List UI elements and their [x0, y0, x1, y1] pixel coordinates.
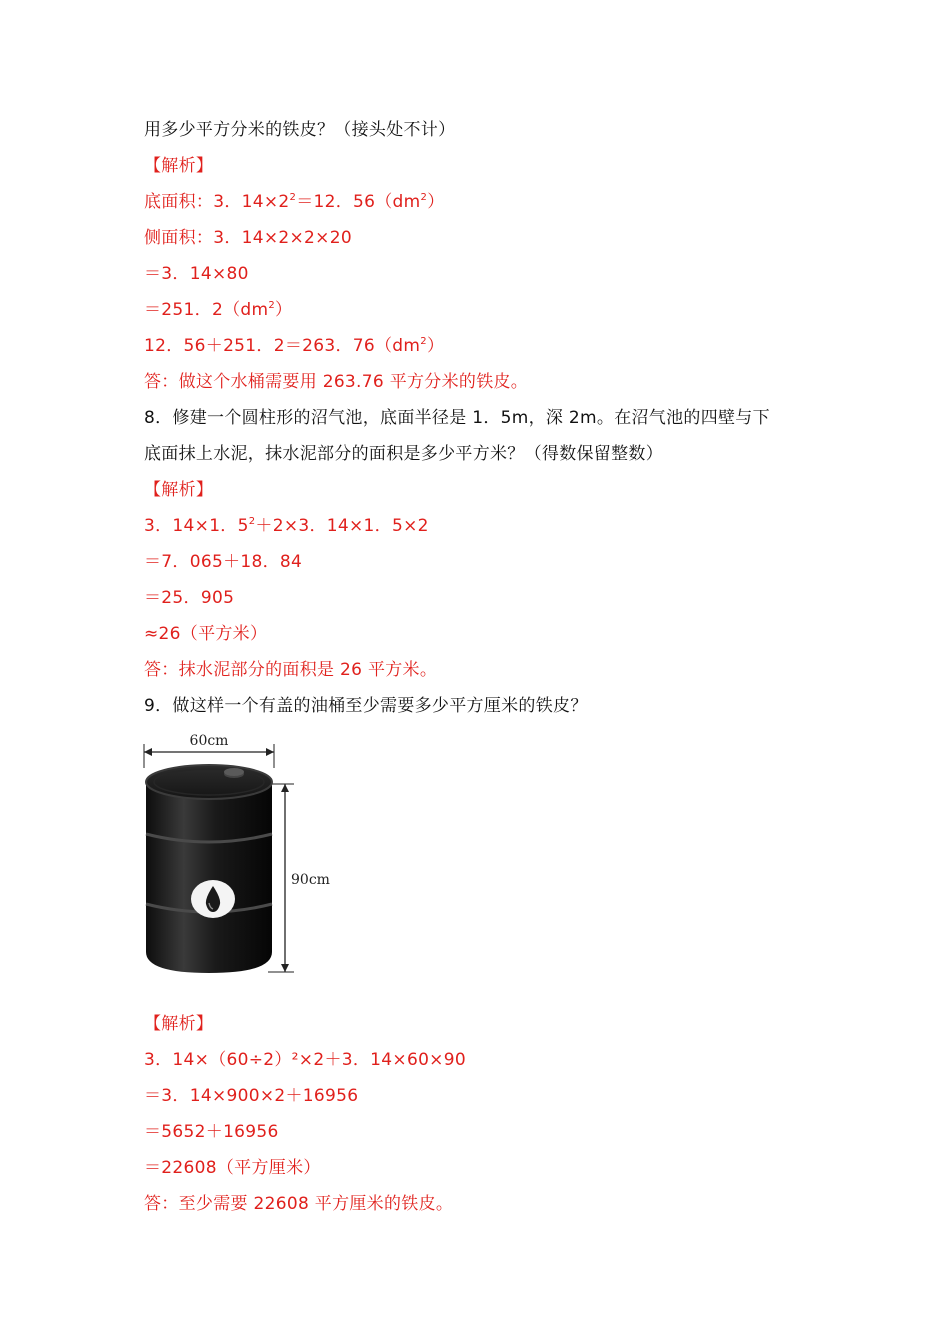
q7-step-4: ＝251．$2(dm^2)$ [144, 300, 293, 320]
q8-answer: 答：抹水泥部分的面积是 26 平方米。 [144, 660, 438, 680]
q7-analysis-header: 【解析】 [144, 156, 214, 176]
q8-step-4: ≈26（平方米） [144, 624, 268, 644]
q8-analysis-header: 【解析】 [144, 480, 214, 500]
width-label: 60cm [189, 733, 229, 749]
width-dimension [144, 733, 274, 768]
question-9-line-1: 9．做这样一个有盖的油桶至少需要多少平方厘米的铁皮？ [144, 696, 588, 716]
oil-barrel-figure [138, 726, 358, 988]
q9-answer: 答：至少需要 22608 平方厘米的铁皮。 [144, 1194, 454, 1214]
q9-step-2: ＝3．14×900×2＋16956 [144, 1086, 359, 1106]
question-8-line-2: 底面抹上水泥，抹水泥部分的面积是多少平方米？（得数保留整数） [144, 444, 663, 464]
barrel [146, 765, 272, 973]
q7-answer: 答：做这个水桶需要用 263.76 平方分米的铁皮。 [144, 372, 529, 392]
q9-step-1: 3．14×（60÷2）²×2＋3．14×60×90 [144, 1050, 466, 1070]
question-7-continuation: 用多少平方分米的铁皮？（接头处不计） [144, 120, 456, 140]
q8-step-3: ＝25．905 [144, 588, 235, 608]
question-8-line-1: 8．修建一个圆柱形的沼气池，底面半径是 1．5m，深 2m。在沼气池的四壁与下 [144, 408, 770, 428]
height-dimension [268, 784, 330, 972]
q7-step-base-area: 底面积：3．$14\times 2^2=12$．$56(dm^2)$ [144, 192, 445, 212]
q9-analysis-header: 【解析】 [144, 1014, 214, 1034]
q7-step-side-area: 侧面积：3．14×2×2×20 [144, 228, 352, 248]
q8-step-2: ＝7．065＋18．84 [144, 552, 303, 572]
q7-step-5: 12．56＋251．2＝263．$76(dm^2)$ [144, 336, 445, 356]
q9-step-4: ＝22608（平方厘米） [144, 1158, 321, 1178]
q8-step-1: 3．14×1．$5^2+2\times 3$．14×1．5×2 [144, 516, 429, 536]
q9-step-3: ＝5652＋16956 [144, 1122, 279, 1142]
q7-step-3: ＝3．14×80 [144, 264, 249, 284]
height-label: 90cm [291, 872, 330, 888]
